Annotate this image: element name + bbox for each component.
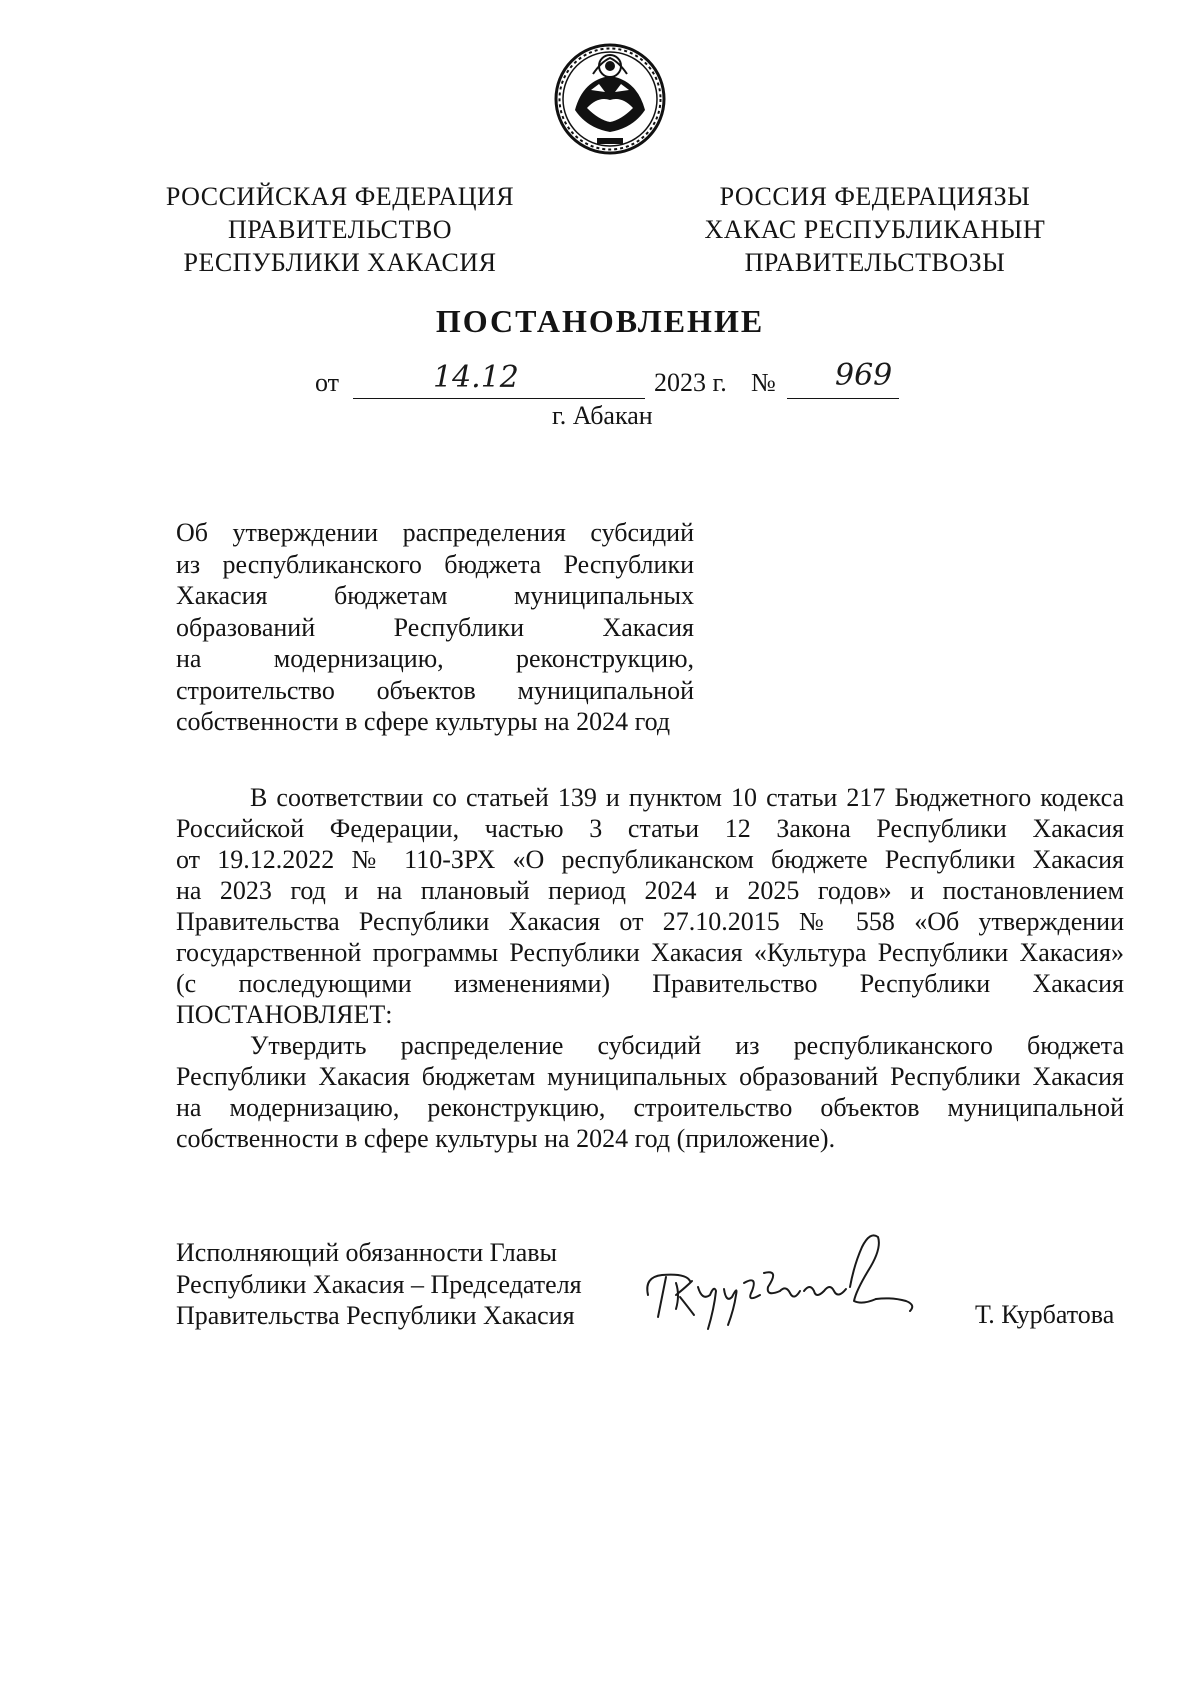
document-body — [176, 782, 1124, 1154]
body-line: (с последующими изменениями) Правительство Республики Хакасия — [176, 969, 1124, 998]
number-underline — [787, 398, 899, 399]
city: г. Абакан — [552, 401, 653, 430]
header-khakas — [680, 180, 1070, 279]
position-line: Республики Хакасия – Председателя — [176, 1269, 582, 1299]
body-line: государственной программы Республики Хакасия «Культура Республики Хакасия» — [176, 938, 1124, 967]
handwritten-date: 14.12 — [433, 360, 519, 395]
body-line: на модернизацию, реконструкцию, строительство объектов муниципальной — [176, 1093, 1124, 1122]
khakassia-coat-of-arms-icon — [553, 40, 667, 158]
header-right-line: ХАКАС РЕСПУБЛИКАНЫҤ — [704, 215, 1046, 244]
subject-line: строительство объектов муниципальной — [176, 675, 694, 705]
header-left-line: РЕСПУБЛИКИ ХАКАСИЯ — [183, 248, 497, 277]
header-russian — [150, 180, 530, 279]
document-subject — [176, 517, 694, 738]
body-line: ПОСТАНОВЛЯЕТ: — [176, 1000, 393, 1029]
header-left-line: ПРАВИТЕЛЬСТВО — [228, 215, 452, 244]
handwritten-signature-icon — [640, 1225, 940, 1335]
date-underline — [353, 398, 645, 399]
number-label: № — [751, 368, 776, 397]
body-line: Утвердить распределение субсидий из республиканского бюджета — [250, 1031, 1124, 1060]
body-line: В соответствии со статьей 139 и пунктом 10 статьи 217 Бюджетного кодекса — [250, 783, 1124, 812]
body-line: от 19.12.2022 № 110-ЗРХ «О республиканском бюджете Республики Хакасия — [176, 845, 1124, 874]
subject-line: Хакасия бюджетам муниципальных — [176, 581, 694, 610]
subject-line: образований Республики Хакасия — [176, 612, 694, 642]
header-right-line: РОССИЯ ФЕДЕРАЦИЯЗЫ — [719, 182, 1031, 211]
position-line: Правительства Республики Хакасия — [176, 1301, 575, 1330]
subject-line: собственности в сфере культуры на 2024 год — [176, 707, 671, 736]
date-prefix: от — [315, 368, 340, 397]
body-line: собственности в сфере культуры на 2024 год (приложение). — [176, 1124, 836, 1153]
body-line: Республики Хакасия бюджетам муниципальных образований Республики Хакасия — [176, 1062, 1124, 1091]
header-right-line: ПРАВИТЕЛЬСТВОЗЫ — [744, 248, 1006, 277]
subject-line: Об утверждении распределения субсидий — [176, 518, 694, 547]
position-line: Исполняющий обязанности Главы — [176, 1238, 557, 1267]
document-type-title: ПОСТАНОВЛЕНИЕ — [435, 303, 765, 339]
subject-line: на модернизацию, реконструкцию, — [176, 644, 694, 673]
signatory-position — [176, 1237, 606, 1332]
body-line: Российской Федерации, частью 3 статьи 12 Закона Республики Хакасия — [176, 814, 1124, 843]
handwritten-number: 969 — [835, 358, 893, 393]
date-year: 2023 г. — [654, 368, 727, 397]
signatory-name: Т. Курбатова — [975, 1300, 1115, 1329]
body-line: на 2023 год и на плановый период 2024 и 2025 годов» и постановлением — [176, 876, 1124, 905]
header-left-line: РОССИЙСКАЯ ФЕДЕРАЦИЯ — [165, 182, 515, 211]
subject-line: из республиканского бюджета Республики — [176, 549, 694, 579]
body-line: Правительства Республики Хакасия от 27.10.2015 № 558 «Об утверждении — [176, 907, 1124, 936]
